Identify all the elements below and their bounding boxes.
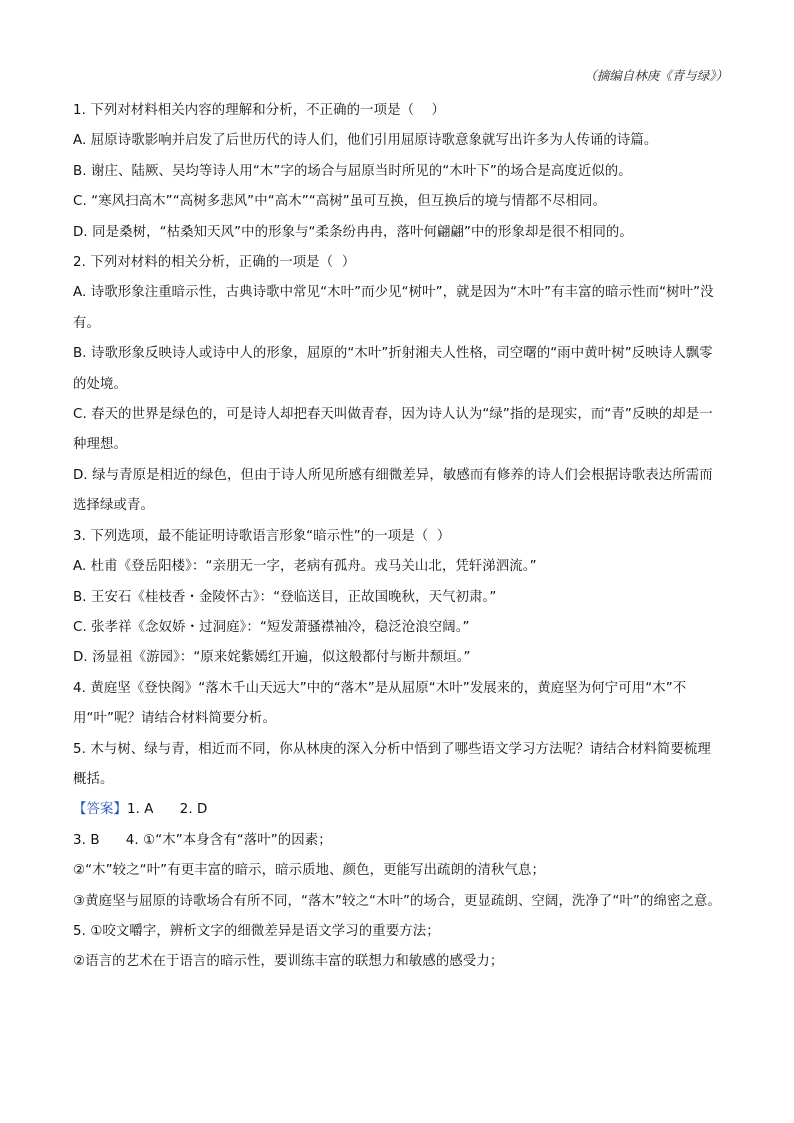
answer-line-1: 3. B 4. ①“木”本身含有“落叶”的因素； xyxy=(73,832,332,848)
question-2-stem: 2. 下列对材料的相关分析，正确的一项是（ ） xyxy=(73,255,356,271)
answer-1-2: 1. A 2. D xyxy=(126,802,208,818)
source-citation: （摘编自林庚《青与绿》） xyxy=(584,68,728,83)
question-3-option-a: A. 杜甫《登岳阳楼》：“亲朋无一字，老病有孤舟。戎马关山北，凭轩涕泗流。” xyxy=(73,559,537,575)
answer-line-4: 5. ①咬文嚼字，辨析文字的细微差异是语文学习的重要方法； xyxy=(73,923,440,939)
question-1-option-a: A. 屈原诗歌影响并启发了后世历代的诗人们，他们引用屈原诗歌意象就写出许多为人传诵的诗篇。 xyxy=(73,133,658,149)
question-1-option-c: C. “寒风扫高木”“高树多悲风”中“高木”“高树”虽可互换，但互换后的境与情都不尽相同。 xyxy=(73,194,607,210)
question-3-stem: 3. 下列选项，最不能证明诗歌语言形象“暗示性”的一项是（ ） xyxy=(73,528,451,544)
question-1-option-b: B. 谢庄、陆厥、吴均等诗人用“木”字的场合与屈原当时所见的“木叶下”的场合是高度近似的。 xyxy=(73,163,632,179)
question-2-option-d: D. 绿与青原是相近的绿色，但由于诗人所见所感有细微差异，敏感而有修养的诗人们会根据诗歌表达所需而选择绿或青。 xyxy=(73,467,713,514)
question-1-option-d: D. 同是桑树，“枯桑知天风”中的形象与“柔条纷冉冉，落叶何翩翩”中的形象却是很不相同的。 xyxy=(73,224,633,240)
question-2-option-c: C. 春天的世界是绿色的，可是诗人却把春天叫做青春，因为诗人认为“绿”指的是现实，而“青”反映的却是一种理想。 xyxy=(73,407,713,453)
answer-line-2: ②“木”较之“叶”有更丰富的暗示，暗示质地、颜色，更能写出疏朗的清秋气息； xyxy=(73,863,545,879)
question-3-option-d: D. 汤显祖《游园》：“原来姹紫嫣红开遍，似这般都付与断井颓垣。” xyxy=(73,650,471,666)
question-3-option-c: C. 张孝祥《念奴娇・过洞庭》：“短发萧骚襟袖冷，稳泛沧浪空阔。” xyxy=(73,619,470,635)
answer-line-3: ③黄庭坚与屈原的诗歌场合有所不同，“落木”较之“木叶”的场合，更显疏朗、空阔，洗净了“叶”的绵密之意。 xyxy=(73,893,721,909)
question-2-option-b: B. 诗歌形象反映诗人或诗中人的形象，屈原的“木叶”折射湘夫人性格，司空曙的“雨中黄叶树”反映诗人飘零的处境。 xyxy=(73,346,713,392)
answer-tag: 【答案】 xyxy=(73,802,127,818)
document-body xyxy=(73,96,723,978)
question-1-stem: 1. 下列对材料相关内容的理解和分析，不正确的一项是（ ） xyxy=(73,103,446,118)
question-3-option-b: B. 王安石《桂枝香・金陵怀古》：“登临送目，正故国晚秋，天气初肃。” xyxy=(73,589,497,605)
question-5-stem: 5. 木与树、绿与青，相近而不同，你从林庚的深入分析中悟到了哪些语文学习方法呢？请结合材料简要梳理概括。 xyxy=(73,741,711,787)
answer-first-line xyxy=(73,795,723,825)
question-2-option-a: A. 诗歌形象注重暗示性，古典诗歌中常见“木叶”而少见“树叶”，就是因为“木叶”有丰富的暗示性而“树叶”没有。 xyxy=(73,285,714,331)
answer-line-5: ②语言的艺术在于语言的暗示性，要训练丰富的联想力和敏感的感受力； xyxy=(73,954,504,970)
question-4-stem: 4. 黄庭坚《登快阁》“落木千山天远大”中的“落木”是从屈原“木叶”发展来的，黄庭坚为何宁可用“木”不用“叶”呢？请结合材料简要分析。 xyxy=(73,680,687,727)
